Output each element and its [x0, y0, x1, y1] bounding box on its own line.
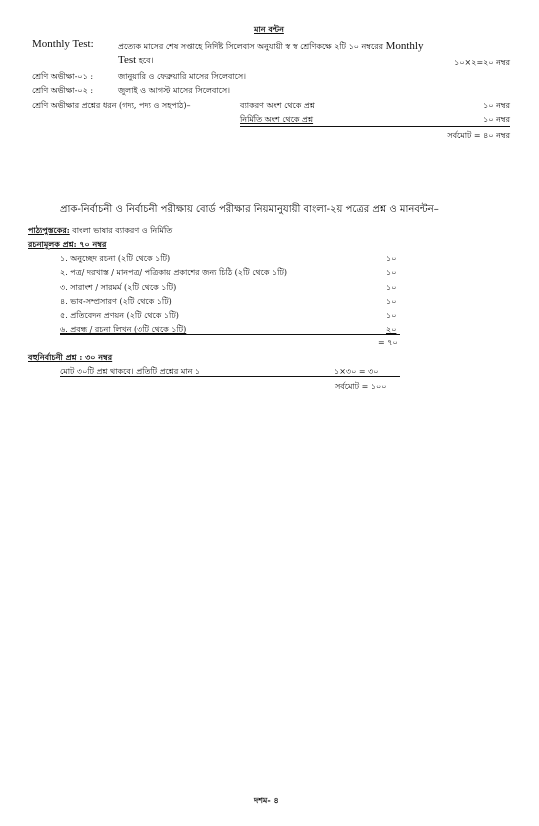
list-item: ১. অনুচ্ছেদ রচনা (২টি থেকে ১টি) — [60, 254, 171, 263]
mcq-rule — [60, 376, 400, 377]
ct2-label: শ্রেণি অভীক্ষা-০২ : — [32, 86, 94, 95]
list-item: ৩. সারাংশ / সারমর্ম (২টি থেকে ১টি) — [60, 283, 177, 292]
ct-type-row2-marks: ১০ নম্বর — [483, 115, 510, 124]
monthly-marks: ১০×২=২০ নম্বর — [454, 58, 510, 67]
list-item-marks: ১০ — [386, 297, 397, 306]
monthly-test-desc-line2 — [118, 54, 153, 68]
board-title: প্রাক-নির্বাচনী ও নির্বাচনী পরীক্ষায় বোর্ড পরীক্ষার নিয়মানুযায়ী বাংলা-২য় পত্রের প্রশ্ন ও মানবন্টন– — [60, 204, 439, 215]
creative-total: = ৭০ — [378, 338, 398, 347]
list-item: ৪. ভাব-সম্প্রসারণ (২টি থেকে ১টি) — [60, 297, 172, 306]
ct1-label: শ্রেণি অভীক্ষা-০১ : — [32, 72, 94, 81]
ct-type-label: শ্রেণি অভীক্ষার প্রশ্নের ধরন (গদ্য, পদ্য ও সহপাঠ)– — [32, 101, 191, 110]
ct-total: সর্বমোট = ৪০ নম্বর — [447, 131, 510, 140]
mcq-text: মোট ৩০টি প্রশ্ন থাকবে। প্রতিটি প্রশ্নের মান ১ — [60, 367, 201, 376]
monthly-desc-bn2: হবে। — [138, 56, 154, 65]
textbook-line — [28, 225, 172, 238]
ct-type-row1-text: ব্যাকরণ অংশ থেকে প্রশ্ন — [240, 101, 315, 110]
list-item-marks: ১০ — [386, 283, 397, 292]
textbook-label: পাঠ্যপুস্তকের: — [28, 225, 70, 235]
monthly-test-label: Monthly Test: — [32, 38, 94, 50]
list-item: ৬. প্রবন্ধ / রচনা লিখন (৩টি থেকে ১টি) — [60, 325, 187, 334]
ct2-text: জুলাই ও আগস্ট মাসের সিলেবাসে। — [118, 86, 231, 95]
creative-heading: রচনামূলক প্রশ্ন: ৭০ নম্বর — [28, 239, 107, 249]
list-item-marks: ২০ — [386, 325, 397, 334]
grand-total: সর্বমোট = ১০০ — [335, 382, 387, 391]
creative-rule — [60, 334, 400, 335]
list-item-marks: ১০ — [386, 268, 397, 277]
monthly-desc-en2: Test — [118, 54, 137, 66]
list-item-marks: ১০ — [386, 254, 397, 263]
ct-type-row2-text: নির্মিতি অংশ থেকে প্রশ্ন — [240, 115, 314, 124]
mcq-marks: ১×৩০ = ৩০ — [334, 367, 379, 376]
marks-heading: মান বন্টন — [254, 24, 284, 34]
textbook-name: বাংলা ভাষার ব্যাকরণ ও নির্মিতি — [72, 226, 173, 235]
monthly-desc-en: Monthly — [385, 40, 424, 52]
list-item: ২. পত্র/ দরখাস্ত / মানপত্র/ পত্রিকায় প্রকাশের জন্য চিঠি (২টি থেকে ১টি) — [60, 268, 287, 277]
monthly-desc-bn: প্রত্যেক মাসের শেষ সপ্তাহে নির্দিষ্ট সিলেবাস অনুযায়ী স্ব স্ব শ্রেণিকক্ষে ২টি ১০ নম্বরের — [118, 42, 384, 51]
mcq-heading: বহুনির্বাচনী প্রশ্ন : ৩০ নম্বর — [28, 352, 113, 362]
list-item-marks: ১০ — [386, 311, 397, 320]
page-number: দশম- ৪ — [254, 795, 279, 805]
monthly-test-desc — [118, 40, 423, 54]
ct1-text: জানুয়ারি ও ফেব্রুয়ারি মাসের সিলেবাসে। — [118, 72, 247, 81]
ct-total-rule — [240, 126, 510, 127]
list-item: ৫. প্রতিবেদন প্রণয়ন (২টি থেকে ১টি) — [60, 311, 179, 320]
ct-type-row1-marks: ১০ নম্বর — [483, 101, 510, 110]
